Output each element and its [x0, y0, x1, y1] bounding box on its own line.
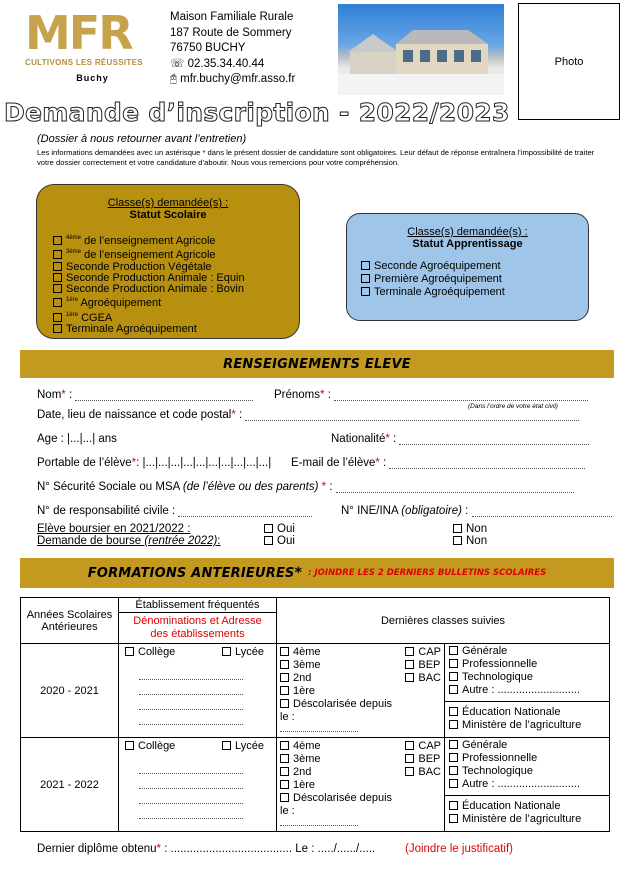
- scolaire-option[interactable]: [53, 324, 299, 335]
- scolaire-options: [53, 233, 299, 335]
- checkbox[interactable]: [405, 741, 414, 750]
- logo-letters: MFR: [25, 6, 132, 60]
- section-title-formations: FORMATIONS ANTERIEURES: [87, 565, 295, 581]
- checkbox[interactable]: [405, 767, 414, 776]
- school-street: 187 Route de Sommery: [170, 26, 292, 39]
- level-checkbox-label: 1ère: [293, 779, 316, 791]
- col-annees-label: Années Scolaires Antérieures: [26, 608, 113, 633]
- checkbox[interactable]: [449, 685, 458, 694]
- level-checkbox[interactable]: [280, 753, 396, 766]
- checkbox[interactable]: [449, 814, 458, 823]
- lycee-checkbox[interactable]: [222, 646, 264, 659]
- photo-label: Photo: [554, 55, 584, 68]
- ministere-checkbox-label: Éducation Nationale: [462, 706, 561, 718]
- level-checkbox-label: Déscolarisée depuis le :: [280, 698, 393, 723]
- demande-bourse-text: Demande de bourse: [37, 535, 142, 547]
- level-checkbox-label: 3ème: [293, 753, 321, 765]
- checkbox[interactable]: [449, 646, 458, 655]
- col-etab-label: Établissement fréquentés: [119, 598, 276, 613]
- checkbox[interactable]: [449, 740, 458, 749]
- school-phone: 02.35.34.40.44: [187, 57, 265, 70]
- voie-checkbox-label: Professionnelle: [462, 658, 538, 670]
- level-checkbox[interactable]: [280, 698, 396, 724]
- level-checkbox[interactable]: [280, 672, 396, 685]
- level-checkbox-label: 3ème: [293, 659, 321, 671]
- year-cell: [21, 644, 119, 738]
- demande-bourse-note: (rentrée 2022): [144, 535, 218, 547]
- checkbox[interactable]: [53, 284, 62, 293]
- lycee-checkbox-label: Lycée: [235, 740, 264, 752]
- voie-checkbox[interactable]: [449, 684, 605, 697]
- secu-note: (de l’élève ou des parents): [182, 481, 319, 493]
- ministere-checkbox[interactable]: [449, 706, 605, 719]
- voie-checkbox[interactable]: [449, 671, 605, 684]
- etablissement-lines[interactable]: [139, 759, 270, 819]
- voie-checkbox[interactable]: [449, 658, 605, 671]
- ministere-checkbox[interactable]: [449, 719, 605, 732]
- school-city: 76750 BUCHY: [170, 42, 246, 54]
- etablissement-cell[interactable]: [119, 738, 277, 832]
- apprentissage-option[interactable]: [361, 273, 588, 286]
- level-checkbox[interactable]: [280, 659, 396, 672]
- non-label: Non: [466, 523, 488, 535]
- mouse-icon: 🖰: [170, 73, 181, 85]
- field-nationalite[interactable]: Nationalité* :: [331, 433, 589, 445]
- scolaire-option[interactable]: [53, 233, 299, 247]
- level-checkbox-label: Déscolarisée depuis le :: [280, 792, 393, 817]
- checkbox[interactable]: [125, 647, 134, 656]
- checkbox[interactable]: [361, 274, 370, 283]
- checkbox[interactable]: [280, 754, 289, 763]
- option-label: Seconde Production Végétale: [66, 260, 212, 273]
- option-label: CGEA: [78, 311, 113, 324]
- checkbox[interactable]: [449, 779, 458, 788]
- form-title: Demande d’inscription - 2022/2023: [4, 98, 510, 127]
- col-etab: [119, 598, 277, 644]
- level-checkbox-label: 2nd: [293, 766, 312, 778]
- apprentissage-card: [346, 213, 589, 321]
- option-label: Seconde Production Animale : Equin: [66, 271, 245, 284]
- checkbox[interactable]: [222, 647, 231, 656]
- year-label: 2020 - 2021: [40, 684, 99, 697]
- year-label: 2021 - 2022: [40, 778, 99, 791]
- checkbox[interactable]: [280, 660, 289, 669]
- portable-mask: : |...|...|...|...|...|...|...|...|...|...|: [136, 457, 272, 469]
- classes-cell: [277, 644, 445, 738]
- diploma-checkbox-label: BEP: [418, 753, 441, 765]
- level-checkbox-label: 2nd: [293, 672, 312, 684]
- checkbox[interactable]: [280, 767, 289, 776]
- label-prenoms: Prénoms: [274, 389, 321, 401]
- label-dernier-diplome: Dernier diplôme obtenu: [37, 843, 157, 855]
- field-dernier-diplome[interactable]: Dernier diplôme obtenu* : ...................................... Le : ...../....../.....: [37, 843, 376, 855]
- boursier-oui[interactable]: [264, 523, 295, 535]
- label-demande-bourse: Demande de bourse (rentrée 2022):: [37, 535, 221, 547]
- ministere-checkbox[interactable]: [449, 800, 605, 813]
- voie-checkbox-label: Technologique: [462, 671, 533, 683]
- college-checkbox-label: Collège: [138, 740, 176, 752]
- apprentissage-options: [361, 260, 588, 299]
- ministere-checkbox-label: Éducation Nationale: [462, 800, 561, 812]
- phone-icon: ☏: [170, 57, 188, 70]
- voie-checkbox[interactable]: [449, 739, 605, 752]
- checkbox[interactable]: [405, 673, 414, 682]
- diploma-checkbox[interactable]: [405, 753, 441, 766]
- diplome-date: : ...................................... Le : ...../....../.....: [164, 843, 376, 855]
- option-superscript: 1ère: [66, 311, 79, 318]
- checkbox[interactable]: [280, 647, 289, 656]
- checkbox[interactable]: [280, 780, 289, 789]
- diploma-checkbox-label: BAC: [418, 672, 441, 684]
- checkbox[interactable]: [53, 250, 62, 259]
- checkbox[interactable]: [405, 647, 414, 656]
- checkbox[interactable]: [405, 754, 414, 763]
- scolaire-card: [36, 184, 300, 339]
- apprentissage-option[interactable]: [361, 260, 588, 273]
- ministere-checkbox-label: Ministère de l’agriculture: [462, 719, 582, 731]
- checkbox[interactable]: [53, 262, 62, 271]
- label-resp-civile: N° de responsabilité civile :: [37, 505, 176, 517]
- diploma-checkbox[interactable]: [405, 766, 441, 779]
- level-checkbox-label: 1ère: [293, 685, 316, 697]
- voie-checkbox-label: Générale: [462, 645, 508, 657]
- checkbox[interactable]: [53, 324, 62, 333]
- diploma-checkbox[interactable]: [405, 740, 441, 753]
- school-email[interactable]: mfr.buchy@mfr.asso.fr: [180, 73, 296, 85]
- checkbox[interactable]: [222, 741, 231, 750]
- option-superscript: 3ème: [66, 249, 82, 256]
- field-naissance[interactable]: Date, lieu de naissance et code postal* :: [37, 409, 579, 421]
- voie-checkbox-label: Technologique: [462, 765, 533, 777]
- demande-bourse-oui[interactable]: [264, 535, 295, 547]
- checkbox[interactable]: [280, 793, 289, 802]
- option-label: Agroéquipement: [78, 297, 162, 310]
- diplome-justificatif: (Joindre le justificatif): [405, 843, 514, 855]
- mandatory-notice: Les informations demandées avec un astérisque * dans le présent dossier de candidature sont obligatoires. Leur défaut de réponse entraînera l’impossibilité de traiter votre dossier correctement et votre candidature d’aboutir. Nous vous remercions pour votre compréhension.: [37, 148, 595, 167]
- boursier-non[interactable]: [453, 523, 487, 535]
- level-checkbox-label: 4ème: [293, 740, 321, 752]
- school-name: Maison Familiale Rurale: [170, 11, 294, 23]
- apprentissage-heading: Classe(s) demandée(s) :: [407, 226, 528, 238]
- voie-cell: [445, 644, 610, 738]
- prenoms-note: (Dans l’ordre de votre état civil): [468, 403, 558, 410]
- diploma-checkbox-label: CAP: [418, 740, 441, 752]
- label-nationalite: Nationalité: [331, 433, 386, 445]
- field-age[interactable]: Age : |...|...| ans: [37, 433, 117, 445]
- checkbox[interactable]: [449, 766, 458, 775]
- school-building-photo: [338, 4, 504, 95]
- apprentissage-option-label: Première Agroéquipement: [374, 273, 502, 285]
- diploma-checkbox-label: CAP: [418, 646, 441, 658]
- col-etab-red: Dénominations et Adresse des établissements: [133, 615, 262, 640]
- voie-checkbox-label: Professionnelle: [462, 752, 538, 764]
- classes-cell: [277, 738, 445, 832]
- field-secu[interactable]: N° Sécurité Sociale ou MSA (de l’élève ou des parents) * :: [37, 481, 574, 493]
- mfr-logo: [25, 6, 160, 83]
- checkbox[interactable]: [280, 741, 289, 750]
- checkbox[interactable]: [53, 273, 62, 282]
- label-ine: N° INE/INA: [341, 505, 399, 517]
- option-label: Seconde Production Animale : Bovin: [66, 283, 244, 296]
- oui-label: Oui: [277, 535, 295, 547]
- photo-placeholder[interactable]: [518, 3, 620, 120]
- label-naissance: Date, lieu de naissance et code postal: [37, 409, 232, 421]
- diploma-checkbox-label: BEP: [418, 659, 441, 671]
- label-portable: Portable de l’élève: [37, 457, 132, 469]
- scolaire-option[interactable]: [53, 247, 299, 261]
- checkbox[interactable]: [405, 660, 414, 669]
- checkbox[interactable]: [280, 686, 289, 695]
- scolaire-status: Statut Scolaire: [129, 209, 207, 221]
- apprentissage-option[interactable]: [361, 286, 588, 299]
- college-checkbox[interactable]: [125, 740, 175, 753]
- table-row: [21, 738, 610, 832]
- college-checkbox[interactable]: [125, 646, 175, 659]
- formations-table: [20, 597, 610, 832]
- table-row: [21, 644, 610, 738]
- lycee-checkbox-label: Lycée: [235, 646, 264, 658]
- etablissement-lines[interactable]: [139, 665, 270, 725]
- checkbox[interactable]: [361, 261, 370, 270]
- diploma-checkbox[interactable]: [405, 672, 441, 685]
- voie-checkbox[interactable]: [449, 752, 605, 765]
- option-superscript: 4ème: [66, 235, 82, 241]
- scolaire-option[interactable]: [53, 310, 299, 324]
- ine-note: (obligatoire): [401, 505, 462, 517]
- diploma-checkbox[interactable]: [405, 646, 441, 659]
- apprentissage-option-label: Terminale Agroéquipement: [374, 286, 505, 298]
- checkbox[interactable]: [449, 753, 458, 762]
- checkbox[interactable]: [280, 699, 289, 708]
- checkbox[interactable]: [449, 672, 458, 681]
- checkbox[interactable]: [53, 236, 62, 245]
- label-secu: N° Sécurité Sociale ou MSA: [37, 481, 180, 493]
- diploma-checkbox[interactable]: [405, 659, 441, 672]
- apprentissage-option-label: Seconde Agroéquipement: [374, 260, 501, 272]
- logo-tagline: CULTIVONS LES RÉUSSITES: [25, 58, 143, 67]
- form-subtitle: (Dossier à nous retourner avant l’entretien): [37, 133, 247, 145]
- demande-bourse-non[interactable]: [453, 535, 487, 547]
- checkbox[interactable]: [449, 720, 458, 729]
- section-band-eleve: [20, 350, 614, 378]
- level-checkbox[interactable]: [280, 766, 396, 779]
- voie-checkbox[interactable]: [449, 765, 605, 778]
- label-email: E-mail de l’élève: [291, 457, 376, 469]
- label-boursier: Elève boursier en 2021/2022 :: [37, 523, 191, 535]
- col-classes: [277, 598, 610, 644]
- scolaire-option[interactable]: [53, 295, 299, 309]
- voie-checkbox-label: Autre : ...........................: [462, 684, 580, 696]
- option-label: de l’enseignement Agricole: [81, 249, 216, 262]
- section-band-formations: FORMATIONS ANTERIEURES * : JOINDRE LES 2 DERNIERS BULLETINS SCOLAIRES: [20, 558, 614, 588]
- checkbox[interactable]: [53, 313, 62, 322]
- col-classes-label: Dernières classes suivies: [380, 614, 506, 627]
- section-title-eleve: RENSEIGNEMENTS ELEVE: [223, 356, 411, 372]
- checkbox[interactable]: [449, 659, 458, 668]
- formations-note: : JOINDRE LES 2 DERNIERS BULLETINS SCOLAIRES: [308, 568, 547, 578]
- etablissement-cell[interactable]: [119, 644, 277, 738]
- option-superscript: 1ère: [66, 297, 79, 304]
- lycee-checkbox[interactable]: [222, 740, 264, 753]
- logo-town: Buchy: [76, 73, 109, 83]
- scolaire-option[interactable]: [53, 284, 299, 295]
- field-nom[interactable]: Nom* :: [37, 389, 253, 401]
- field-email[interactable]: E-mail de l’élève* :: [291, 457, 585, 469]
- voie-checkbox-label: Autre : ...........................: [462, 778, 580, 790]
- level-checkbox[interactable]: [280, 646, 396, 659]
- ministere-checkbox-label: Ministère de l’agriculture: [462, 813, 582, 825]
- voie-checkbox-label: Générale: [462, 739, 508, 751]
- checkbox[interactable]: [125, 741, 134, 750]
- option-label: Terminale Agroéquipement: [66, 323, 197, 336]
- checkbox[interactable]: [361, 287, 370, 296]
- apprentissage-status: Statut Apprentissage: [412, 238, 523, 250]
- checkbox[interactable]: [280, 673, 289, 682]
- school-address: [170, 10, 295, 88]
- level-checkbox[interactable]: [280, 685, 396, 698]
- voie-checkbox[interactable]: [449, 645, 605, 658]
- checkbox[interactable]: [53, 298, 62, 307]
- label-nom: Nom: [37, 389, 62, 401]
- ministere-checkbox[interactable]: [449, 813, 605, 826]
- voie-cell: [445, 738, 610, 832]
- level-checkbox[interactable]: [280, 779, 396, 792]
- level-checkbox[interactable]: [280, 792, 396, 818]
- level-checkbox-label: 4ème: [293, 646, 321, 658]
- checkbox[interactable]: [449, 707, 458, 716]
- voie-checkbox[interactable]: [449, 778, 605, 791]
- college-checkbox-label: Collège: [138, 646, 176, 658]
- year-cell: [21, 738, 119, 832]
- field-resp-civile[interactable]: [37, 505, 312, 517]
- non-label: Non: [466, 535, 488, 547]
- diploma-checkbox-label: BAC: [418, 766, 441, 778]
- field-prenoms[interactable]: Prénoms* :: [274, 389, 588, 401]
- oui-label: Oui: [277, 523, 295, 535]
- field-ine[interactable]: N° INE/INA (obligatoire) :: [341, 505, 612, 517]
- scolaire-heading: Classe(s) demandée(s) :: [107, 197, 229, 209]
- level-checkbox[interactable]: [280, 740, 396, 753]
- checkbox[interactable]: [449, 801, 458, 810]
- field-portable[interactable]: Portable de l’élève*: |...|...|...|...|...|...|...|...|...|...|: [37, 457, 272, 469]
- col-annees: [21, 598, 119, 644]
- option-label: de l’enseignement Agricole: [81, 235, 216, 247]
